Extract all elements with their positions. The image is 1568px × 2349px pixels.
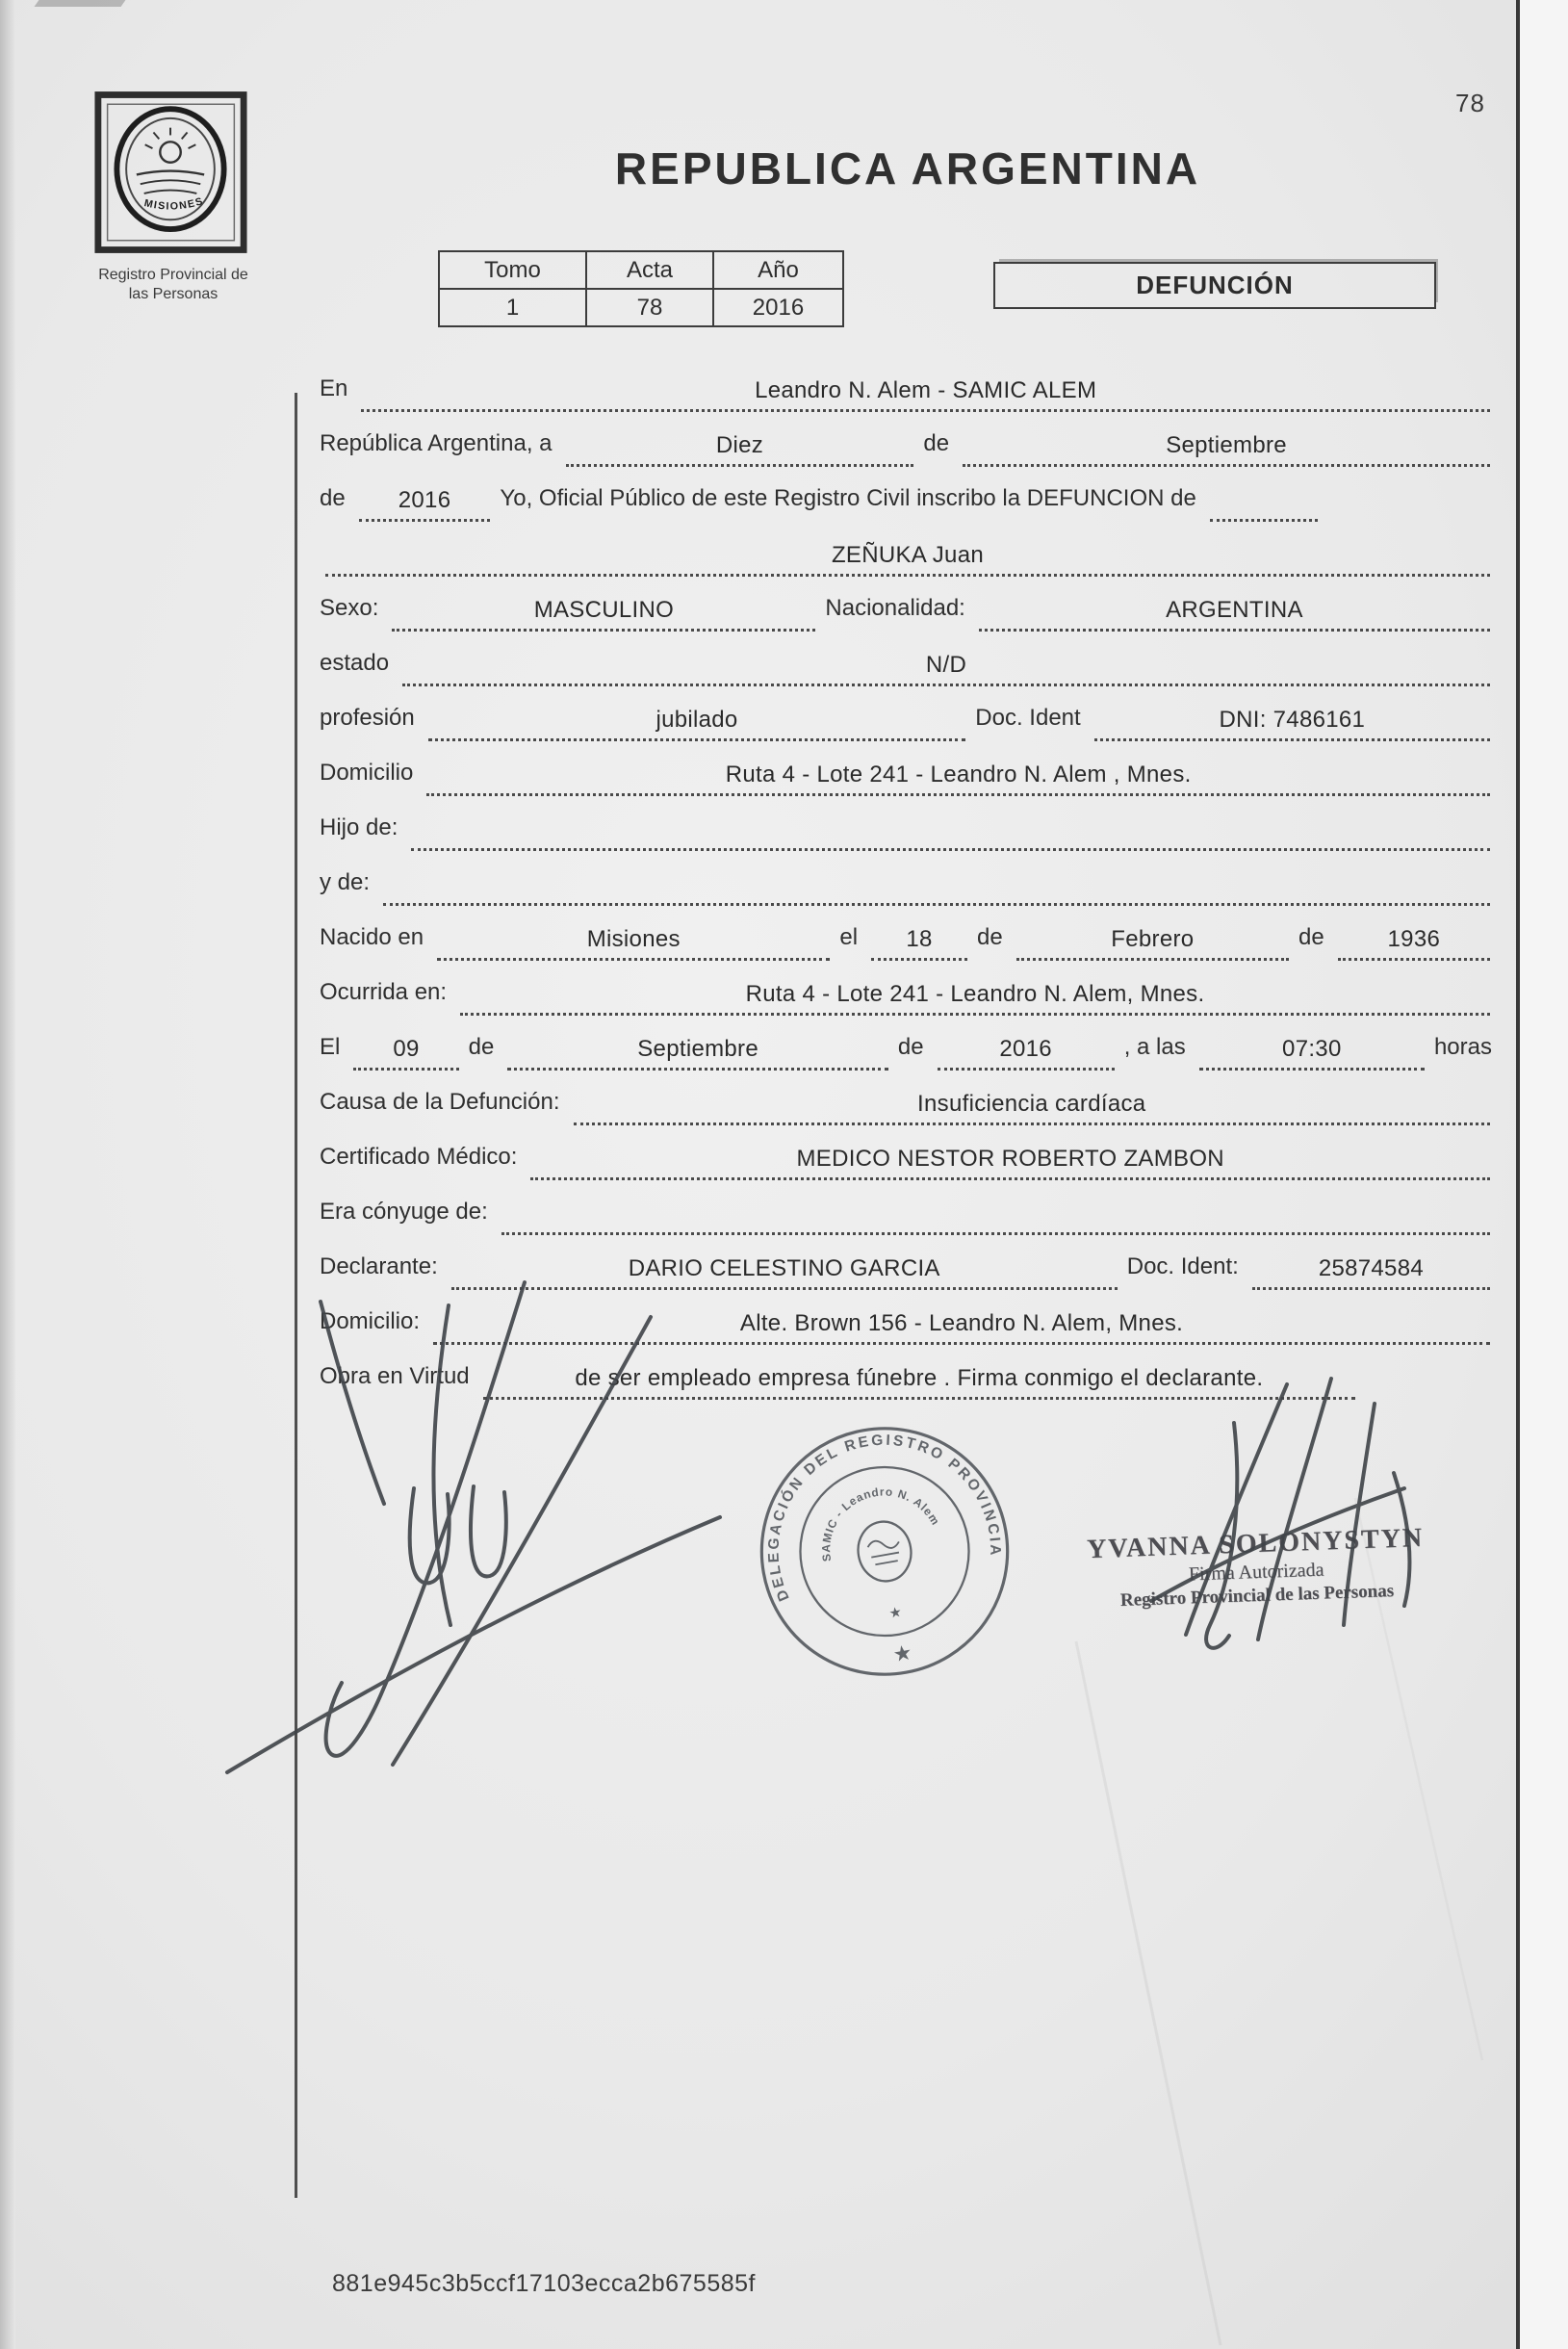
field-value: Misiones — [437, 926, 830, 961]
record-table-header-row — [439, 251, 843, 289]
field-value: Diez — [566, 432, 914, 467]
record-table-header-ano: Año — [713, 251, 843, 289]
authorized-signature-stamp — [1058, 1522, 1455, 1613]
record-table-value-tomo: 1 — [439, 289, 586, 326]
svg-text:DELEGACIÓN DEL REGISTRO PROVIN — [747, 1413, 1007, 1604]
signer-role: Firma Autorizada — [1188, 1559, 1324, 1586]
provincial-seal-logo — [93, 90, 248, 255]
field-label: de — [320, 485, 346, 511]
scan-left-edge — [0, 0, 15, 2349]
field-value: Ruta 4 - Lote 241 - Leandro N. Alem , Mnes. — [426, 761, 1490, 796]
field-value: Septiembre — [507, 1036, 888, 1071]
field-label: Doc. Ident — [975, 705, 1081, 731]
field-value — [501, 1227, 1490, 1235]
form-row — [318, 366, 1498, 412]
stamp-center-emblem — [854, 1517, 916, 1586]
paper-right-edge — [1516, 0, 1568, 2349]
field-label: horas — [1433, 1034, 1492, 1060]
field-label: República Argentina, a — [320, 430, 553, 456]
form-row — [318, 1299, 1498, 1345]
field-value: 2016 — [938, 1036, 1115, 1071]
field-value: Septiembre — [963, 432, 1490, 467]
form-row — [318, 1244, 1498, 1290]
left-margin-line — [295, 393, 297, 2198]
signer-org: Registro Provincial de las Personas — [1119, 1581, 1395, 1611]
field-value: ZEÑUKA Juan — [325, 542, 1490, 577]
field-value: Alte. Brown 156 - Leandro N. Alem, Mnes. — [433, 1310, 1490, 1345]
field-label: Domicilio: — [320, 1308, 421, 1334]
field-label: Ocurrida en: — [320, 979, 448, 1005]
misiones-emblem-icon — [93, 90, 248, 255]
form-row — [318, 640, 1498, 686]
logo-caption-line1: Registro Provincial de — [98, 267, 248, 283]
field-label: Obra en Virtud — [320, 1363, 470, 1389]
form-row — [318, 1189, 1498, 1235]
form-row — [318, 1134, 1498, 1180]
field-value: 2016 — [359, 487, 491, 522]
field-label: En — [320, 375, 348, 401]
field-label: , a las — [1123, 1034, 1186, 1060]
field-value: 18 — [871, 926, 967, 961]
form-row — [318, 1024, 1498, 1071]
form-row — [318, 695, 1498, 741]
field-value: N/D — [402, 652, 1490, 686]
field-label: Domicilio — [320, 760, 414, 786]
field-value: DARIO CELESTINO GARCIA — [451, 1255, 1118, 1290]
page-number: 78 — [1455, 89, 1485, 117]
field-label: Era cónyuge de: — [320, 1199, 488, 1225]
field-label: Certificado Médico: — [320, 1144, 518, 1170]
field-value: MASCULINO — [392, 597, 815, 632]
field-label: de — [897, 1034, 924, 1060]
field-value: DNI: 7486161 — [1094, 707, 1490, 741]
form-row — [318, 1079, 1498, 1125]
stamp-star-icon: ★ — [890, 1640, 914, 1668]
field-label: Doc. Ident: — [1126, 1253, 1239, 1279]
signer-name: YVANNA SOLONYSTYN — [1086, 1522, 1425, 1565]
field-label: Nacido en — [320, 924, 424, 950]
field-label: El — [320, 1034, 341, 1060]
stamp-rings — [742, 1409, 1027, 1694]
field-label: de — [977, 924, 1003, 950]
form-row — [318, 969, 1498, 1016]
form-row — [318, 805, 1498, 851]
field-value: Leandro N. Alem - SAMIC ALEM — [361, 377, 1490, 412]
defuncion-type-box: DEFUNCIÓN — [993, 262, 1436, 309]
field-value — [411, 843, 1490, 851]
form-row — [318, 750, 1498, 796]
logo-caption — [56, 266, 291, 304]
field-label: Nacionalidad: — [825, 595, 965, 621]
record-table-header-acta: Acta — [586, 251, 713, 289]
field-label: de — [468, 1034, 495, 1060]
logo-caption-line2: las Personas — [128, 286, 218, 302]
scan-top-edge-mark — [35, 0, 126, 7]
form-rows — [318, 366, 1498, 1408]
field-value: Insuficiencia cardíaca — [574, 1091, 1491, 1125]
field-value — [1210, 514, 1318, 522]
field-value: ARGENTINA — [979, 597, 1490, 632]
record-table — [438, 250, 844, 327]
document-hash: 881e945c3b5ccf17103ecca2b675585f — [332, 2270, 756, 2297]
stamp-outer-text: DELEGACIÓN DEL REGISTRO PROVINCIAL DE LAS PERSONAS — [765, 1432, 1004, 1604]
field-label: de — [923, 430, 950, 456]
record-table-value-row — [439, 289, 843, 326]
field-value — [383, 898, 1490, 906]
emblem-banner-text: MISIONES — [142, 194, 206, 213]
field-label: Causa de la Defunción: — [320, 1089, 560, 1115]
field-value: Ruta 4 - Lote 241 - Leandro N. Alem, Mnes. — [460, 981, 1490, 1016]
form-row — [318, 585, 1498, 632]
field-label: el — [839, 924, 859, 950]
record-table-header-tomo: Tomo — [439, 251, 586, 289]
field-value: 09 — [353, 1036, 458, 1071]
field-value: de ser empleado empresa fúnebre . Firma conmigo el declarante. — [483, 1365, 1355, 1400]
field-value: Febrero — [1016, 926, 1289, 961]
form-row — [318, 915, 1498, 961]
field-label: Declarante: — [320, 1253, 438, 1279]
record-table-value-acta: 78 — [586, 289, 713, 326]
field-value: MEDICO NESTOR ROBERTO ZAMBON — [530, 1146, 1490, 1180]
field-label: Yo, Oficial Público de este Registro Civil inscribo la DEFUNCION de — [500, 485, 1196, 511]
field-value: jubilado — [428, 707, 966, 741]
document-title: REPUBLICA ARGENTINA — [614, 143, 1201, 194]
field-label: estado — [320, 650, 390, 676]
stamp-inner-text: SAMIC - Leandro N. Alem — [819, 1484, 943, 1562]
form-row — [318, 476, 1498, 522]
form-row — [318, 860, 1498, 906]
stamp-inner-star-icon: ★ — [887, 1603, 904, 1622]
form-row — [318, 530, 1498, 577]
field-label: y de: — [320, 869, 371, 895]
field-value: 07:30 — [1199, 1036, 1425, 1071]
form-row — [318, 421, 1498, 467]
field-value: 25874584 — [1252, 1255, 1490, 1290]
field-value: 1936 — [1338, 926, 1490, 961]
field-label: Hijo de: — [320, 814, 398, 840]
field-label: de — [1298, 924, 1324, 950]
record-table-value-ano: 2016 — [713, 289, 843, 326]
field-label: profesión — [320, 705, 415, 731]
field-label: Sexo: — [320, 595, 379, 621]
